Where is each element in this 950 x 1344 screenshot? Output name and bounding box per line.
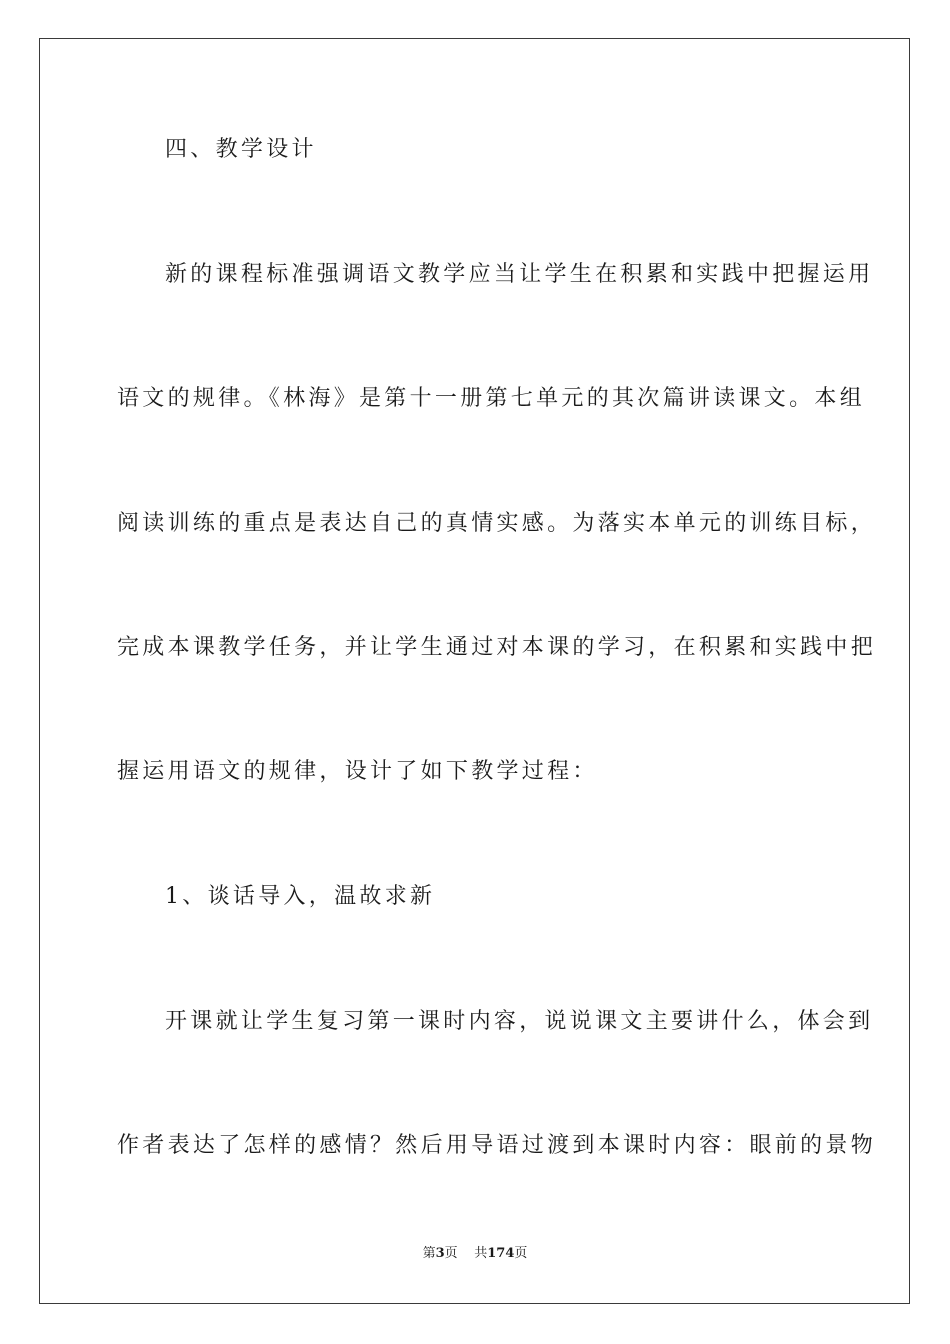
paragraph-line: 握运用语文的规律，设计了如下教学过程： xyxy=(117,759,598,784)
page-frame xyxy=(39,38,910,1304)
page-footer xyxy=(0,1245,950,1263)
page-total: 174 xyxy=(487,1246,515,1261)
paragraph-line: 语文的规律。《林海》是第十一册第七单元的其次篇讲读课文。本组 xyxy=(117,386,866,411)
paragraph-line: 阅读训练的重点是表达自己的真情实感。为落实本单元的训练目标， xyxy=(117,511,877,536)
paragraph-line: 开课就让学生复习第一课时内容，说说课文主要讲什么，体会到 xyxy=(165,1009,874,1034)
footer-total-suffix: 页 xyxy=(514,1246,528,1261)
footer-page-suffix: 页 xyxy=(444,1246,458,1261)
footer-prefix: 第 xyxy=(422,1246,436,1261)
section-heading: 四、教学设计 xyxy=(165,137,317,162)
footer-total-prefix: 共 xyxy=(474,1246,488,1261)
subsection-heading: 1、谈话导入，温故求新 xyxy=(165,884,436,909)
page-number: 3 xyxy=(435,1246,445,1261)
paragraph-line: 作者表达了怎样的感情？然后用导语过渡到本课时内容：眼前的景物 xyxy=(117,1133,877,1158)
paragraph-line: 新的课程标准强调语文教学应当让学生在积累和实践中把握运用 xyxy=(165,262,874,287)
paragraph-line: 完成本课教学任务，并让学生通过对本课的学习，在积累和实践中把 xyxy=(117,635,877,660)
